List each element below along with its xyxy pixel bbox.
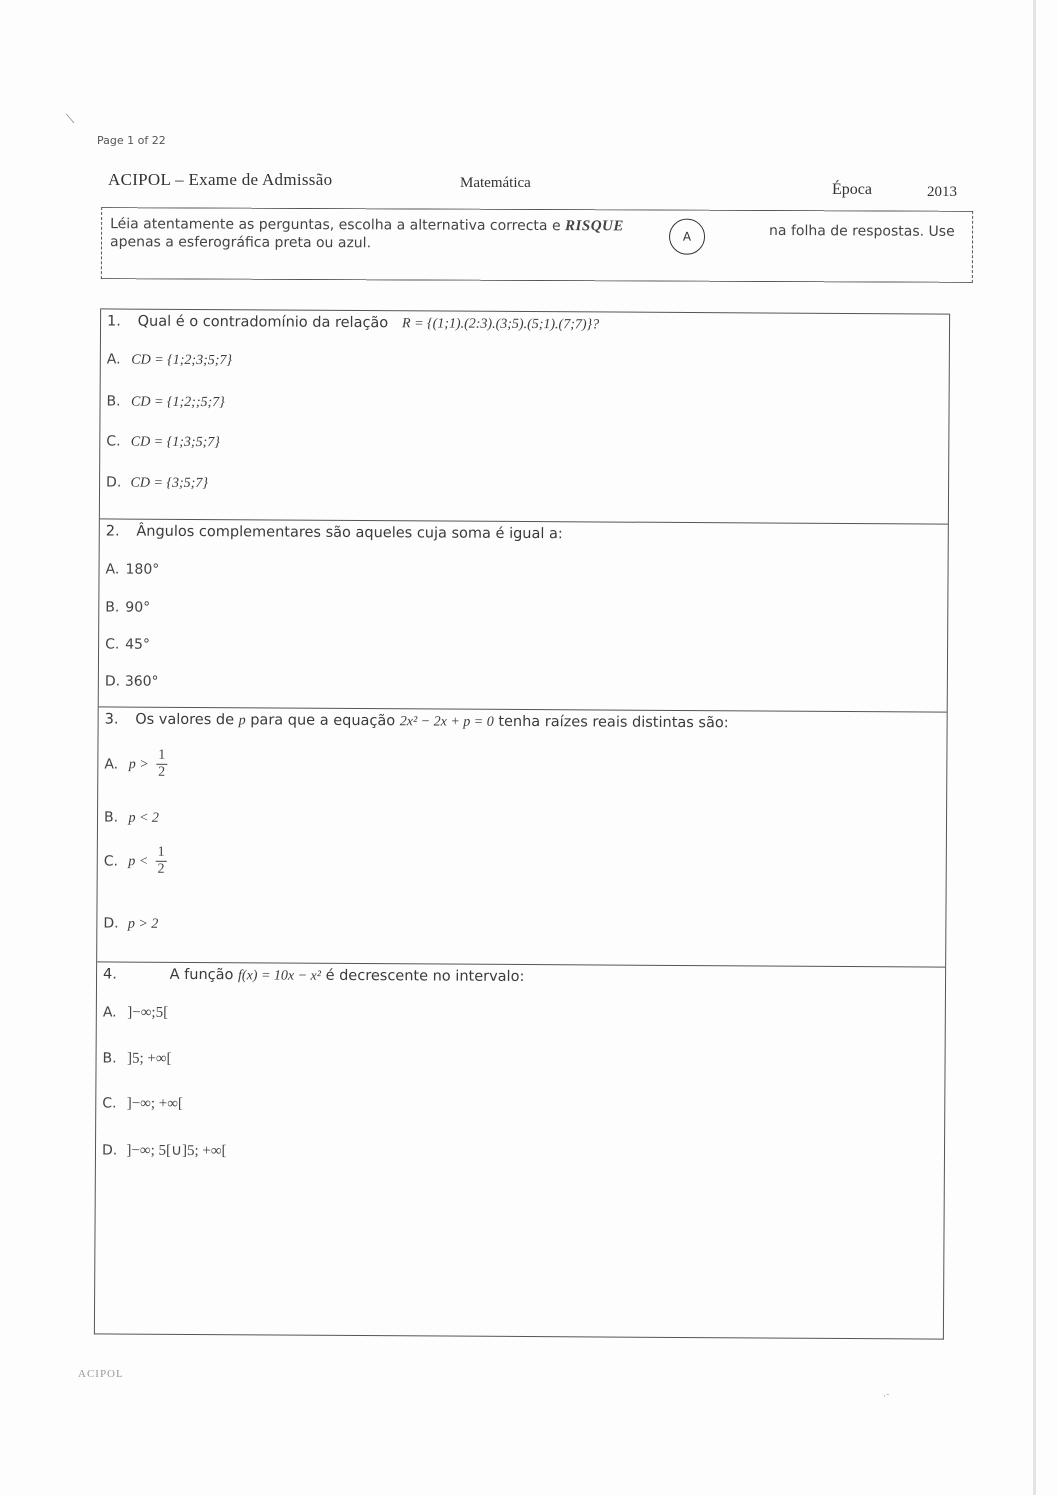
option-a[interactable] bbox=[107, 351, 232, 369]
question-2 bbox=[99, 518, 948, 712]
option-text: 45° bbox=[125, 636, 150, 653]
question-4 bbox=[95, 961, 945, 1338]
option-b[interactable] bbox=[107, 393, 225, 411]
question-3 bbox=[97, 706, 947, 967]
option-letter: C. bbox=[105, 636, 120, 653]
option-c[interactable] bbox=[106, 433, 220, 451]
instructions-text-continued: na folha de respostas. Use bbox=[769, 223, 955, 240]
question-prompt: Ângulos complementares são aqueles cuja soma é igual a: bbox=[136, 523, 563, 543]
option-text: 180° bbox=[125, 561, 160, 578]
question-number: 1. bbox=[107, 313, 121, 330]
function-expression: f(x) = 10x − x² bbox=[237, 968, 322, 984]
option-b[interactable] bbox=[105, 599, 150, 615]
question-number: 4. bbox=[103, 966, 117, 983]
epoca-label: Época bbox=[832, 181, 872, 198]
option-d[interactable] bbox=[102, 1140, 227, 1160]
question-prompt: Qual é o contradomínio da relação bbox=[137, 313, 389, 332]
equation: 2x² − 2x + p = 0 bbox=[399, 714, 494, 730]
option-interval: ]−∞; 5[∪]5; +∞[ bbox=[126, 1142, 227, 1160]
option-b[interactable] bbox=[104, 809, 159, 826]
footer-label: ACIPOL bbox=[78, 1368, 124, 1380]
option-inequality: p > bbox=[128, 757, 149, 773]
option-letter: A. bbox=[102, 1004, 117, 1021]
question-prompt: A função bbox=[169, 966, 234, 984]
option-c[interactable] bbox=[105, 636, 150, 652]
denominator: 2 bbox=[157, 861, 165, 877]
instructions-line-1 bbox=[110, 216, 624, 235]
option-text: CD = {3;5;7} bbox=[130, 475, 208, 492]
questions-box bbox=[94, 308, 950, 1339]
option-inequality: p < 2 bbox=[128, 810, 159, 826]
option-letter: C. bbox=[103, 852, 119, 870]
scan-artifact-mark: ⟍ bbox=[66, 112, 75, 126]
fraction bbox=[156, 845, 167, 878]
option-letter: A. bbox=[104, 755, 119, 773]
instructions-box bbox=[101, 207, 973, 283]
question-4-text bbox=[103, 966, 524, 986]
question-1-text bbox=[107, 313, 599, 333]
relation-expression: R = {(1;1).(2:3).(3;5).(5;1).(7;7)}? bbox=[401, 316, 600, 333]
circled-answer-example-icon bbox=[669, 219, 705, 255]
option-interval: ]5; +∞[ bbox=[126, 1050, 172, 1067]
option-interval: ]−∞;5[ bbox=[127, 1004, 169, 1021]
question-prompt-end: tenha raízes reais distintas são: bbox=[498, 713, 729, 732]
numerator: 1 bbox=[156, 845, 167, 862]
option-letter: A. bbox=[106, 351, 121, 368]
instructions-text: Léia atentamente as perguntas, escolha a alternativa correcta e bbox=[110, 216, 561, 235]
option-c[interactable] bbox=[104, 844, 167, 877]
page-indicator: Page 1 of 22 bbox=[97, 134, 166, 147]
variable-p: p bbox=[238, 713, 246, 729]
option-letter: D. bbox=[101, 1142, 118, 1159]
question-prompt-mid: para que a equação bbox=[250, 712, 396, 730]
circled-letter: A bbox=[682, 229, 692, 244]
instructions-line-2: apenas a esferográfica preta ou azul. bbox=[109, 234, 372, 252]
scan-page-edge bbox=[1033, 0, 1036, 1495]
option-text: CD = {1;3;5;7} bbox=[130, 434, 220, 451]
denominator: 2 bbox=[158, 764, 166, 780]
option-letter: D. bbox=[104, 673, 121, 690]
exam-year: 2013 bbox=[927, 184, 957, 200]
option-letter: D. bbox=[106, 474, 122, 491]
option-a[interactable] bbox=[103, 1004, 168, 1021]
question-1 bbox=[100, 308, 949, 524]
scan-artifact-mark: ·ᐨ bbox=[883, 1392, 890, 1402]
option-text: CD = {1;2;3;5;7} bbox=[131, 352, 233, 369]
fraction bbox=[156, 748, 167, 781]
numerator: 1 bbox=[156, 748, 167, 765]
option-letter: D. bbox=[103, 915, 119, 932]
exam-subject: Matemática bbox=[460, 175, 531, 191]
option-interval: ]−∞; +∞[ bbox=[126, 1095, 184, 1112]
question-3-text bbox=[105, 711, 729, 732]
question-prompt-end: é decrescente no intervalo: bbox=[325, 967, 525, 986]
option-b[interactable] bbox=[103, 1050, 172, 1067]
option-d[interactable] bbox=[105, 673, 159, 689]
option-d[interactable] bbox=[103, 915, 158, 932]
option-letter: C. bbox=[102, 1095, 117, 1112]
option-text: 360° bbox=[124, 673, 159, 690]
option-inequality: p < bbox=[128, 854, 149, 870]
exam-title: ACIPOL – Exame de Admissão bbox=[108, 170, 333, 189]
option-letter: B. bbox=[103, 809, 119, 826]
option-text: CD = {1;2;;5;7} bbox=[130, 394, 225, 411]
option-letter: B. bbox=[105, 599, 120, 616]
option-a[interactable] bbox=[104, 747, 167, 780]
option-d[interactable] bbox=[106, 474, 208, 492]
option-letter: A. bbox=[105, 561, 120, 578]
option-c[interactable] bbox=[102, 1095, 183, 1112]
question-number: 3. bbox=[104, 711, 119, 728]
option-letter: B. bbox=[106, 393, 121, 410]
question-2-text bbox=[106, 523, 563, 542]
question-number: 2. bbox=[105, 523, 120, 540]
option-text: 90° bbox=[125, 599, 151, 616]
option-letter: C. bbox=[106, 433, 121, 450]
question-prompt: Os valores de bbox=[135, 711, 235, 729]
instructions-emphasis: RISQUE bbox=[565, 218, 624, 235]
option-letter: B. bbox=[102, 1050, 117, 1067]
option-a[interactable] bbox=[105, 561, 159, 577]
option-inequality: p > 2 bbox=[127, 916, 159, 932]
